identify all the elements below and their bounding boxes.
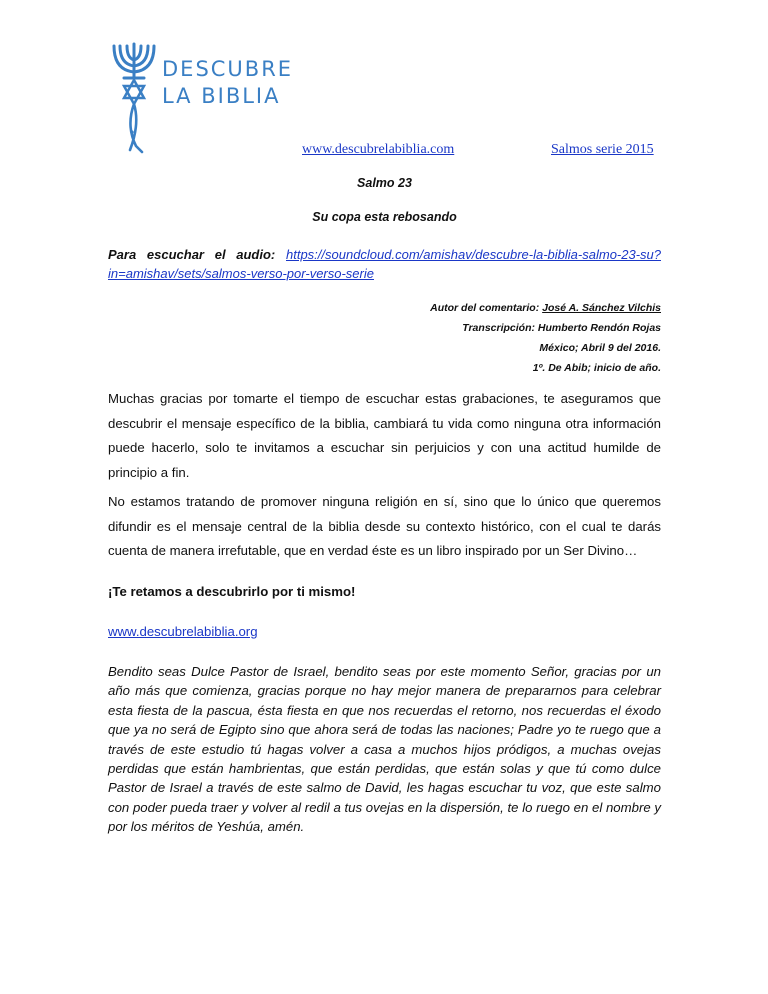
audio-label: Para escuchar el audio: xyxy=(108,247,276,262)
org-link[interactable]: www.descubrelabiblia.org xyxy=(108,624,258,639)
credits-block xyxy=(430,298,661,378)
logo-line-2: LA BIBLIA xyxy=(162,84,281,108)
audio-line xyxy=(108,245,661,283)
logo-text xyxy=(162,56,293,110)
hebrew-date-line: 1º. De Abib; inicio de año. xyxy=(532,362,661,374)
site-link[interactable]: www.descubrelabiblia.com xyxy=(302,142,455,157)
logo xyxy=(110,42,300,154)
paragraph-intro: Muchas gracias por tomarte el tiempo de escuchar estas grabaciones, te aseguramos que descubrir el mensaje específico de la biblia, cambiará tu vida como ninguna otra información puede hacerlo, solo te invitamos a escuchar sin perjuicios y con una actitud humilde de principio a fin. xyxy=(108,391,661,480)
series-link[interactable]: Salmos serie 2015 xyxy=(551,142,654,157)
author-name: José A. Sánchez Vilchis xyxy=(542,302,661,314)
prayer-paragraph: Bendito seas Dulce Pastor de Israel, bendito seas por este momento Señor, gracias por un año más que comienza, gracias porque no hay mejor manera de prepararnos para celebrar esta fiesta de la pascua, ésta fiesta en que nos recuerdas el retorno, nos recuerdas el éxodo que ya no será de Egipto sino que ahora será de todas las naciones; Padre yo te ruego que a través de este estudio tú hagas volver a casa a muchos hijos pródigos, a muchas ovejas perdidas que están hambrientas, que están perdidas, que están solas y que tú como dulce Pastor de Israel a través de este salmo de David, les hagas escuchar tu voz, que este salmo con poder pueda traer y volver al redil a tus ovejas en la dispersión, te lo ruego en el nombre y por los méritos de Yeshúa, amén. xyxy=(108,664,661,835)
author-label: Autor del comentario: xyxy=(430,302,540,314)
date-line: México; Abril 9 del 2016. xyxy=(539,342,661,354)
challenge-text: ¡Te retamos a descubrirlo por ti mismo! xyxy=(108,584,356,599)
menorah-star-fish-icon xyxy=(110,42,160,154)
psalm-subtitle: Su copa esta rebosando xyxy=(312,210,457,224)
paragraph-purpose: No estamos tratando de promover ninguna religión en sí, sino que lo único que queremos difundir es el mensaje central de la biblia desde su contexto histórico, con el cual te darás cuenta de manera irrefutable, que en verdad éste es un libro inspirado por un Ser Divino… xyxy=(108,494,661,558)
psalm-title: Salmo 23 xyxy=(357,176,412,190)
audio-link[interactable]: https://soundcloud.com/amishav/descubre-la-biblia-salmo-23-su?in=amishav/sets/salmos-verso-por-verso-serie xyxy=(108,247,661,281)
transcription-line: Transcripción: Humberto Rendón Rojas xyxy=(462,322,661,334)
logo-line-1: DESCUBRE xyxy=(162,57,294,81)
author-line xyxy=(430,298,661,318)
